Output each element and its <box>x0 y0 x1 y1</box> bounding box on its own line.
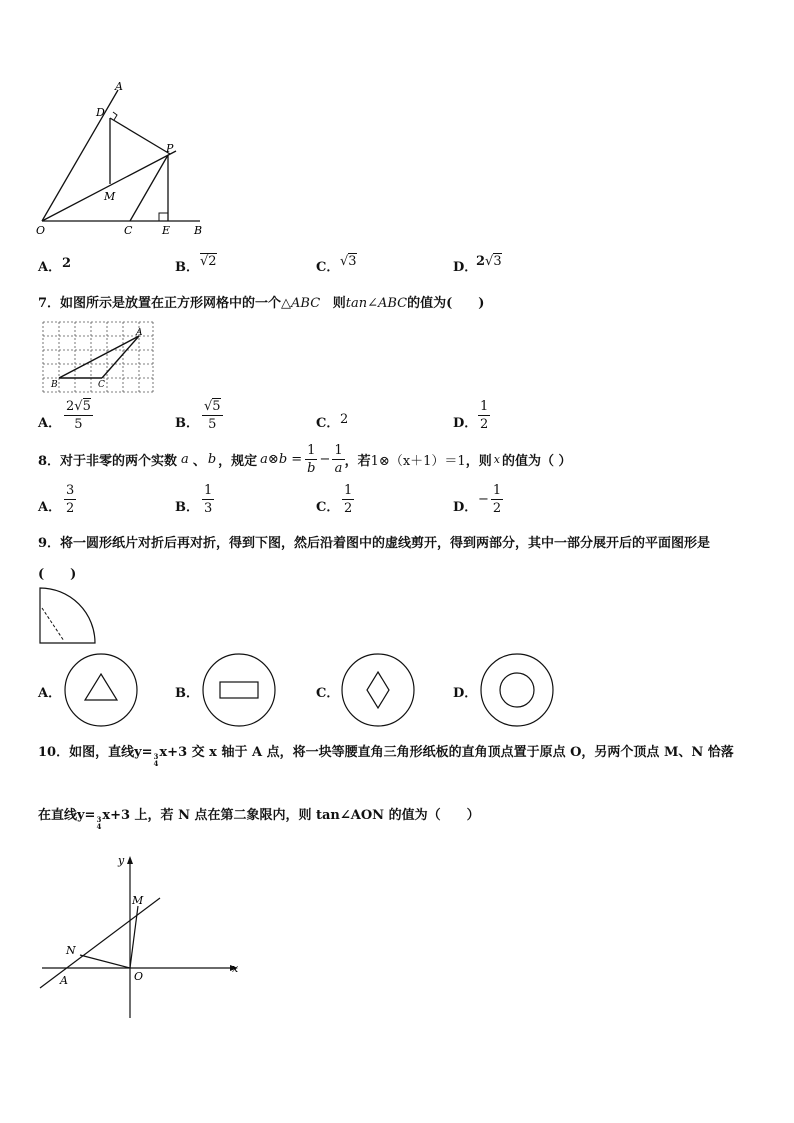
q7-a-coef: 2 <box>66 399 75 414</box>
q8-d-denominator: 2 <box>492 501 502 516</box>
q6-b-radicand: 2 <box>208 254 217 269</box>
q8-if: ，若 <box>344 454 371 469</box>
q6-option-d-letter: D． <box>453 260 478 275</box>
q8-then: ，则 <box>465 454 492 469</box>
q10-l2-frac-den: 4 <box>96 822 102 831</box>
q6-d-coef: 2 <box>476 254 486 269</box>
question-9-line1: 9．将一圆形纸片对折后再对折，得到下图，然后沿着图中的虚线剪开，得到两部分，其中一部分展开后的平面图形是 <box>38 536 711 551</box>
figure-q9-folded-paper <box>38 586 98 646</box>
point-label-A: A <box>60 974 68 987</box>
q8-d-sign: − <box>478 492 489 507</box>
q7-b-radicand: 5 <box>212 399 221 414</box>
q10-l1-suffix: x+3 交 x 轴于 A 点，将一块等腰直角三角形纸板的直角顶点置于原点 O，另两个顶点 M、N 恰落 <box>159 745 734 760</box>
q8-option-a-letter: A． <box>38 500 62 515</box>
grid-label-A: A <box>136 328 143 338</box>
figure-q6-geometry <box>30 78 220 240</box>
axis-label-y: y <box>118 854 125 867</box>
q8-option-b-value <box>202 484 214 515</box>
q7-d-numerator: 1 <box>480 399 489 414</box>
q8-c-denominator: 2 <box>344 501 353 516</box>
q9-option-c-figure <box>340 652 416 728</box>
q7-suffix: 的值为( ) <box>407 296 485 311</box>
q10-l2-fraction <box>96 816 101 830</box>
q6-option-c-letter: C． <box>316 260 340 275</box>
q7-option-c-value: 2 <box>340 412 349 427</box>
q8-minus: − <box>319 452 331 467</box>
q6-option-a-value: 2 <box>62 256 72 271</box>
q8-option-d-letter: D． <box>453 500 478 515</box>
q9-option-d-figure <box>479 652 555 728</box>
label-D: D <box>96 106 105 119</box>
q9-option-b-figure <box>201 652 277 728</box>
question-8-stem <box>38 444 571 475</box>
q8-option-b-letter: B． <box>175 500 199 515</box>
q8-expr-lhs: a⊗b = <box>260 452 303 467</box>
q7-option-d-letter: D． <box>453 416 478 431</box>
q7-triangle: △ABC <box>281 296 321 311</box>
label-C: C <box>124 224 133 237</box>
q8-f2-numerator: 1 <box>334 443 343 458</box>
label-A: A <box>115 80 123 93</box>
label-B: B <box>194 224 203 237</box>
q6-option-a-letter: A． <box>38 260 62 275</box>
q7-a-denominator: 5 <box>74 417 83 432</box>
q10-l1-frac-num: 3 <box>153 752 159 761</box>
q7-option-a-value: $\frac{2√5}{5}$ <box>66 399 91 432</box>
q7-b-denominator: 5 <box>208 417 217 432</box>
label-P: P <box>166 142 174 155</box>
grid-label-C: C <box>98 380 105 390</box>
axis-label-x: x <box>232 962 239 975</box>
q7-option-d-value <box>478 400 490 431</box>
q10-l1-prefix: 10．如图，直线y= <box>38 745 153 760</box>
q7-option-b-letter: B． <box>175 416 199 431</box>
q8-option-a-value <box>64 484 76 515</box>
q7-middle: 则 <box>332 296 346 311</box>
q6-option-c-value: √3 <box>340 254 357 269</box>
q6-c-radicand: 3 <box>348 254 357 269</box>
question-7-stem <box>38 292 484 311</box>
q9-option-c-letter: C． <box>316 686 340 701</box>
q10-l1-frac-den: 4 <box>153 759 159 768</box>
label-O: O <box>36 224 46 237</box>
q9-option-d-letter: D． <box>453 686 478 701</box>
figure-q10-coordinate <box>30 850 250 1025</box>
question-10-line1 <box>38 741 734 767</box>
q8-b-denominator: 3 <box>204 501 213 516</box>
q6-d-radicand: 3 <box>493 254 502 269</box>
q8-suffix: 的值为（ ） <box>501 454 572 469</box>
point-label-N: N <box>66 944 76 957</box>
q7-expr: tan∠ABC <box>345 296 408 311</box>
q8-sep: 、 <box>192 454 206 469</box>
q8-option-c-value <box>342 484 354 515</box>
q10-l2-frac-num: 3 <box>96 815 102 824</box>
point-label-O: O <box>134 970 144 983</box>
question-10-line2 <box>38 804 480 830</box>
q8-var-x: x <box>493 453 500 466</box>
q9-option-a-letter: A． <box>38 686 62 701</box>
q8-option-d-value <box>478 484 503 515</box>
q10-l2-suffix: x+3 上，若 N 点在第二象限内，则 tan∠AON 的值为（ ） <box>102 808 480 823</box>
q10-l1-fraction <box>154 753 159 767</box>
q8-f1-numerator: 1 <box>307 443 316 458</box>
q8-b-numerator: 1 <box>204 483 213 498</box>
q8-c-numerator: 1 <box>344 483 353 498</box>
q9-option-a-figure <box>63 652 139 728</box>
label-E: E <box>162 224 171 237</box>
q8-d-numerator: 1 <box>492 483 502 498</box>
q6-option-b-value: √2 <box>200 254 217 269</box>
q6-option-d-value: 2√3 <box>476 254 502 269</box>
q8-var-b: b <box>207 452 217 467</box>
q7-prefix: 7．如图所示是放置在正方形网格中的一个 <box>38 296 282 311</box>
label-M: M <box>104 190 116 203</box>
q8-f2-denominator: a <box>334 461 343 476</box>
point-label-M: M <box>132 894 144 907</box>
q8-prefix: 8．对于非零的两个实数 <box>38 454 178 469</box>
q7-option-a-letter: A． <box>38 416 62 431</box>
q7-option-c-letter: C． <box>316 416 340 431</box>
q8-f1-denominator: b <box>307 461 316 476</box>
grid-label-B: B <box>51 380 58 390</box>
q7-d-denominator: 2 <box>480 417 489 432</box>
q8-a-numerator: 3 <box>66 483 75 498</box>
q10-l2-prefix: 在直线y= <box>38 808 96 823</box>
q7-option-b-value: $\frac{√5}{5}$ <box>204 399 221 432</box>
figure-q7-grid <box>40 318 156 394</box>
q8-var-a: a <box>181 452 189 467</box>
q8-condition: 1⊗（x＋1）＝1 <box>370 454 466 469</box>
q6-option-b-letter: B． <box>175 260 199 275</box>
q9-option-b-letter: B． <box>175 686 199 701</box>
question-9-line2: ( ) <box>38 567 77 582</box>
q7-a-radicand: 5 <box>82 399 91 414</box>
q8-option-c-letter: C． <box>316 500 340 515</box>
q8-a-denominator: 2 <box>66 501 75 516</box>
q8-rule: ，规定 <box>218 454 258 469</box>
